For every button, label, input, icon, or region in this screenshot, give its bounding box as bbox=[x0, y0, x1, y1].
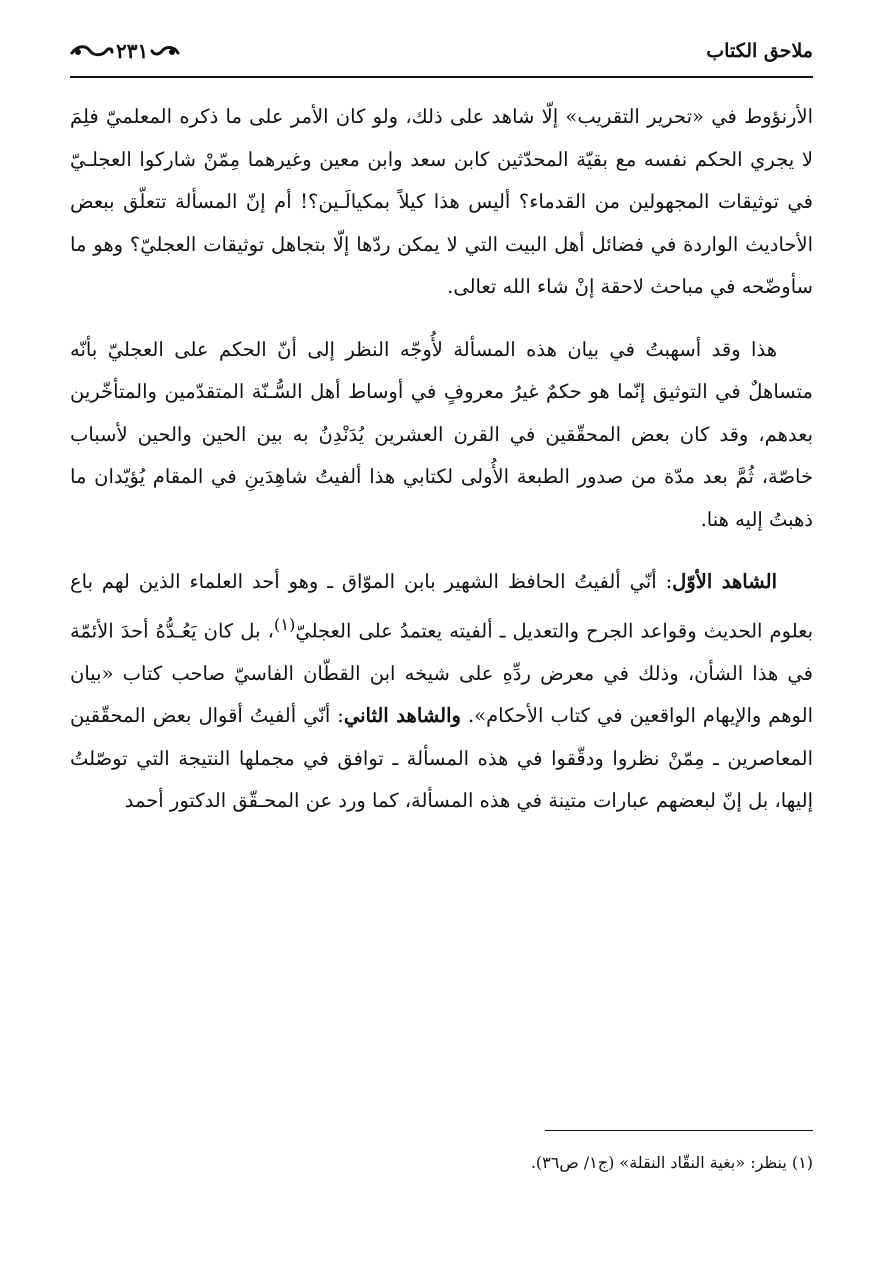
paragraph: الأرنؤوط في «تحرير التقريب» إلّا شاهد على ذلك، ولو كان الأمر على ما ذكره المعلميّ فلِمَ لا يجري الحكم نفسه مع بقيّة المحدّثين كابن سعد وابن معين وغيرهما مِمّنْ شاركوا العجلـيّ في توثيقات المجهولين من القدماء؟ أليس هذا كيلاً بمكيالَـين؟! أم إنّ المسألة تتعلّق ببعض الأحاديث الواردة في فضائل أهل البيت التي لا يمكن ردّها إلّا بتجاهل توثيقات العجليّ؟ وهو ما سأوضّحه في مباحث لاحقة إنْ شاء الله تعالى. bbox=[70, 105, 813, 298]
paragraph: هذا وقد أسهبتُ في بيان هذه المسألة لأُوجّه النظر إلى أنّ الحكم على العجليّ بأنّه متساهلٌ في التوثيق إنّما هو حكمٌ غيرُ معروفٍ في أوساط أهل السُّـنّة المتقدّمين والمتأخّرين بعدهم، وقد كان بعض المحقّقين في القرن العشرين يُدَنْدِنُ به بين الحين والحين لأسباب خاصّة، ثُمَّ بعد مدّة من صدور الطبعة الأُولى لكتابي هذا ألفيتُ شاهِدَينِ في المقام يُؤيّدان ما ذهبتُ إليه هنا. bbox=[70, 337, 813, 531]
right-flourish-icon bbox=[150, 43, 180, 59]
witness-two-label: والشاهد الثاني bbox=[343, 704, 461, 727]
paragraph: الشاهد الأوّل: أنّي ألفيتُ الحافظ الشهير بابن الموّاق ـ وهو أحد العلماء الذين لهم باع بعلوم الحديث وقواعد الجرح والتعديل ـ ألفيته يعتمدُ على العجليّ$^{(١)}$، بل كان يَعُـدُّهُ أحدَ الأئمّة في هذا الشأن، وذلك في معرض ردِّهِ على شيخه ابن القطّان الفاسيّ صاحب كتاب «بيان الوهم والإيهام الواقعين في كتاب الأحكام». والشاهد الثاني: أنّي ألفيتُ أقوال بعض المحقّقين المعاصرين ـ مِمّنْ نظروا ودقّقوا في هذه المسألة ـ توافق في مجملها النتيجة التي توصّلتُ إليها، بل إنّ لبعضهم عبارات متينة في هذه المسألة، كما ورد عن المحـقّق الدكتور أحمد bbox=[70, 570, 813, 812]
witness-one-label: الشاهد الأوّل bbox=[672, 570, 777, 593]
page-number: ٢٣١ bbox=[116, 39, 149, 63]
footnote-divider bbox=[545, 1130, 813, 1131]
page-number-ornament bbox=[70, 39, 180, 63]
running-title: ملاحق الكتاب bbox=[706, 40, 813, 62]
footnote: (١) ينظر: «بغية النقّاد النقلة» (ج١/ ص٣٦). bbox=[530, 1153, 813, 1172]
main-text bbox=[70, 96, 813, 843]
header-divider bbox=[70, 76, 813, 78]
page-header bbox=[70, 28, 813, 74]
footnote-reference[interactable]: (١) bbox=[273, 614, 296, 634]
left-flourish-icon bbox=[70, 43, 114, 59]
